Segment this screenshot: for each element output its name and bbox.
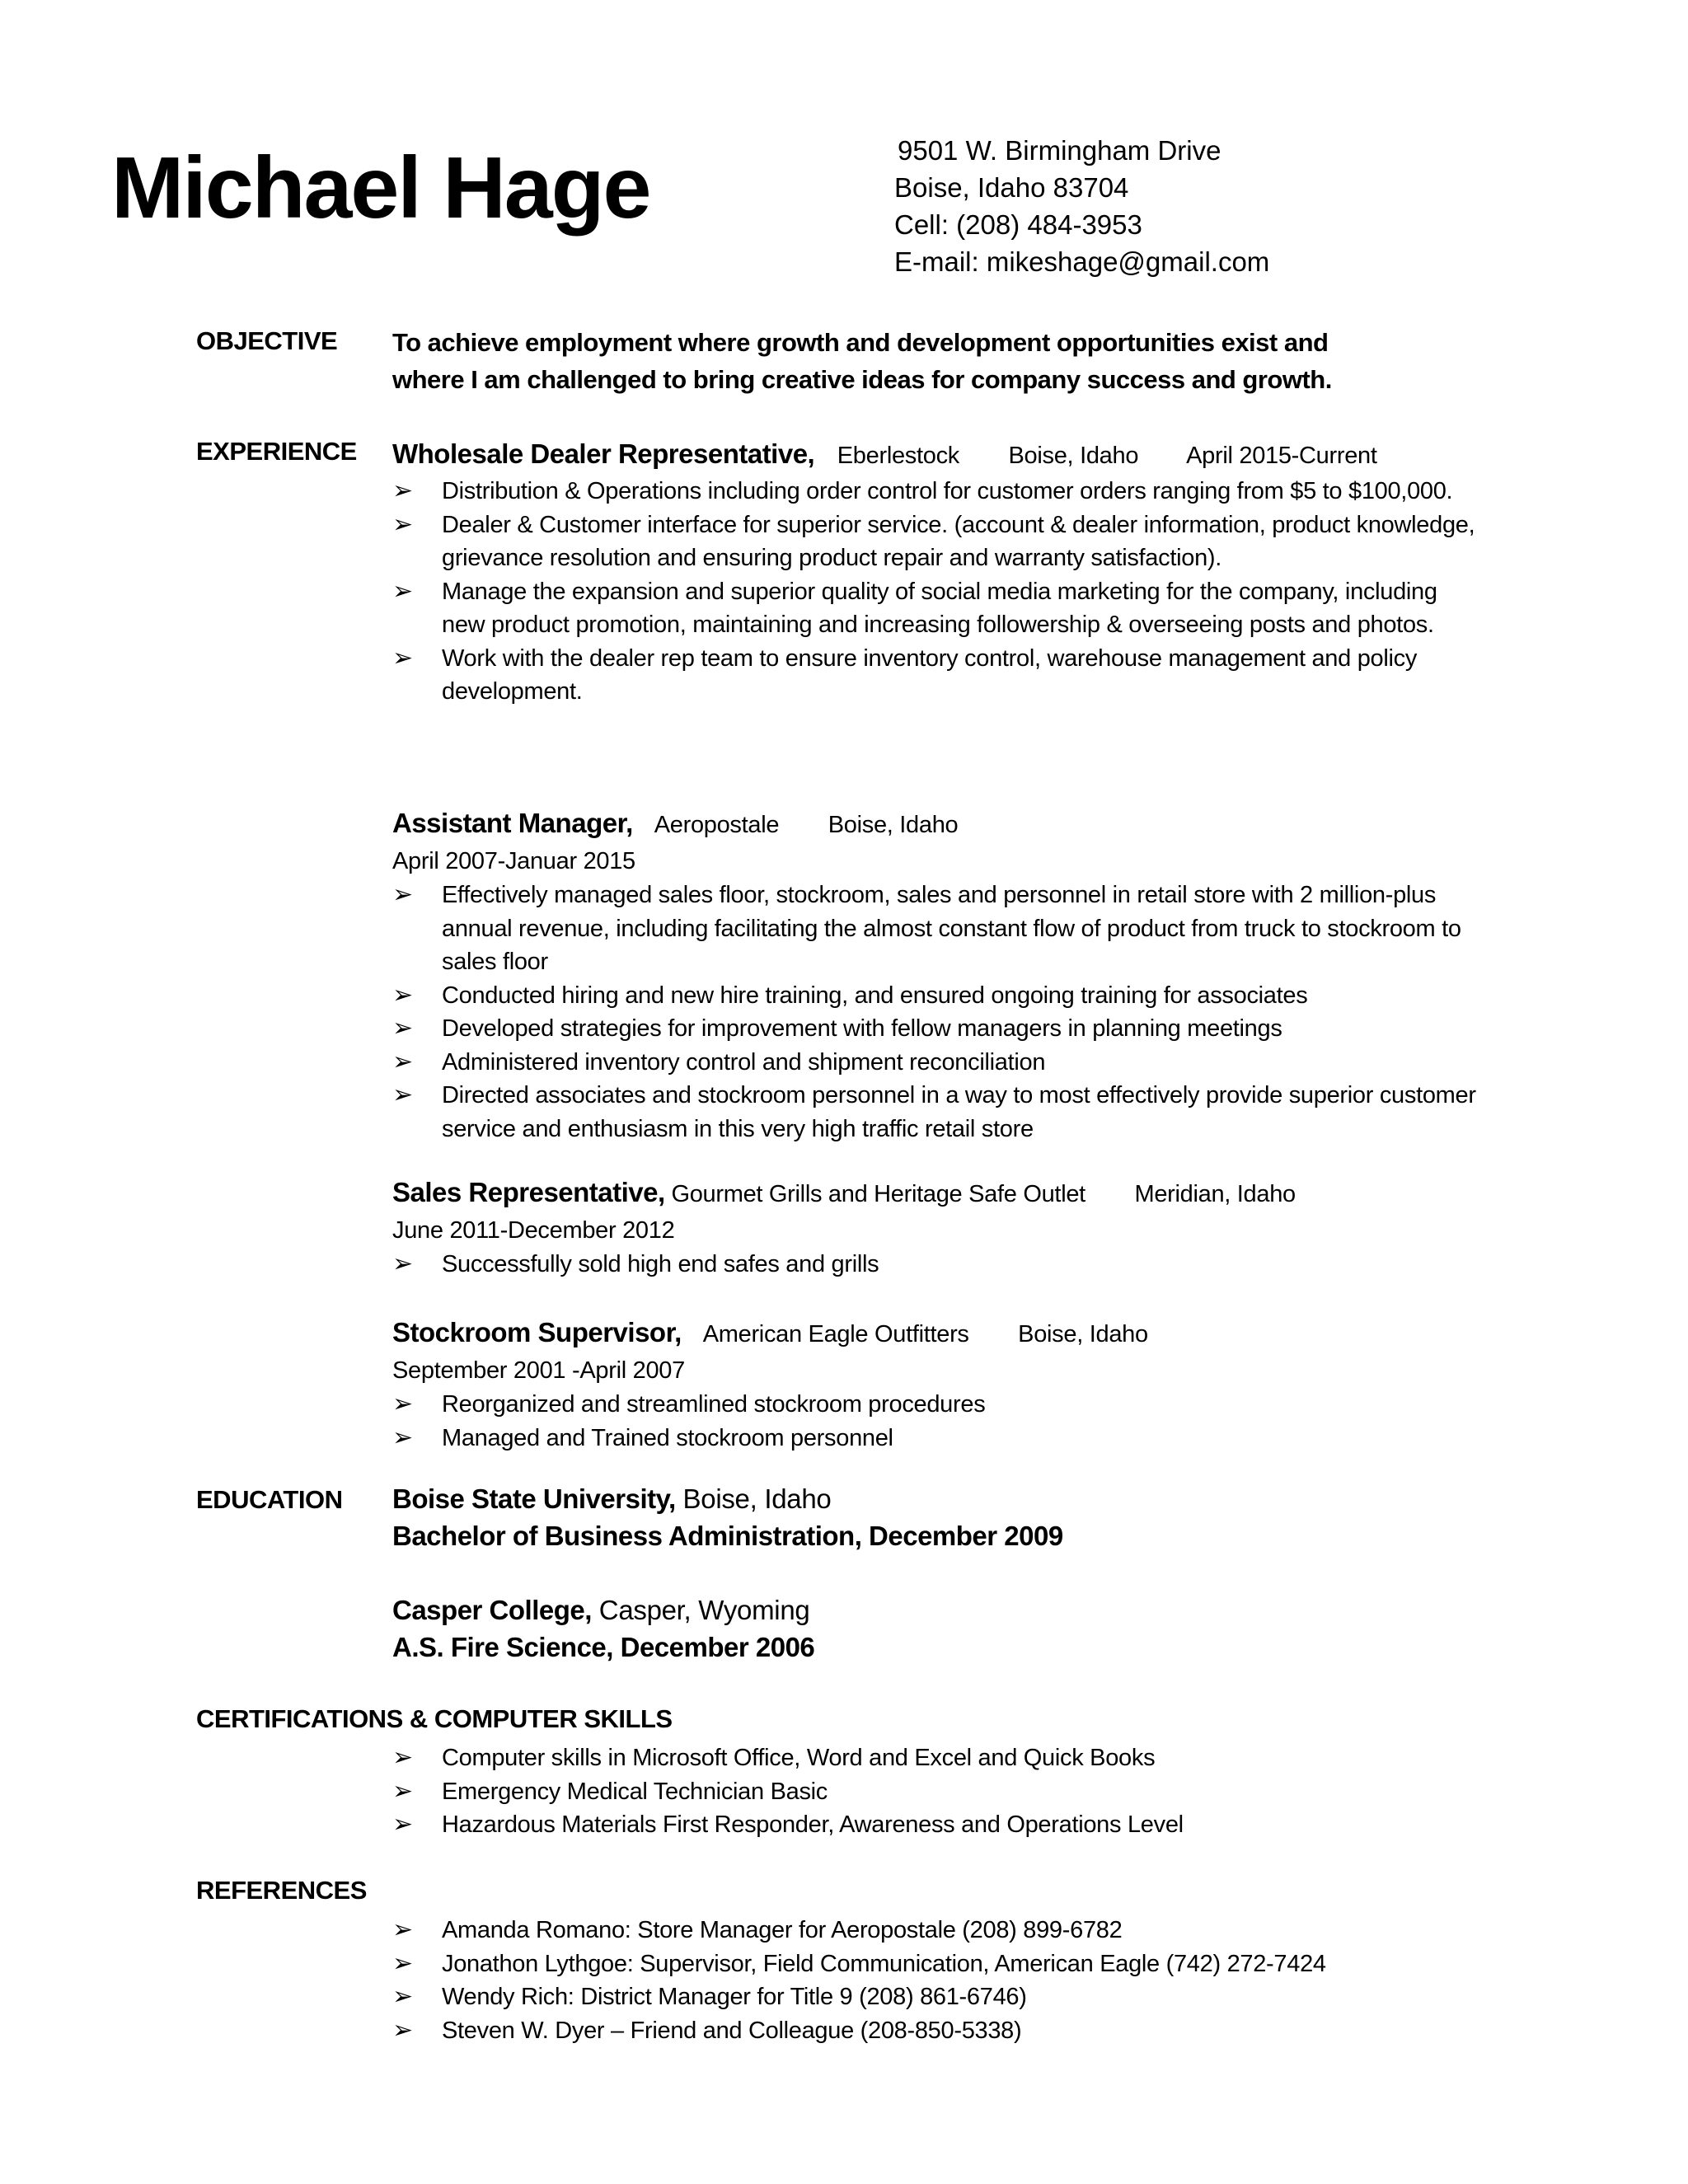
list-item: [392, 1947, 1480, 1981]
school-name: Boise State University,: [392, 1483, 676, 1514]
education-block: [392, 1480, 1063, 1666]
bullet-text: Work with the dealer rep team to ensure inventory control, warehouse management and policy development.: [442, 644, 1418, 705]
job-company: Gourmet Grills and Heritage Safe Outlet: [671, 1181, 1085, 1207]
objective-line-2: where I am challenged to bring creative ideas for company success and growth.: [392, 365, 1332, 394]
list-item: [392, 1248, 1480, 1282]
arrowhead-bullet-icon: ➢: [392, 1047, 413, 1076]
arrowhead-bullet-icon: ➢: [392, 1776, 413, 1806]
job-entry: [392, 804, 1480, 1146]
arrowhead-bullet-icon: ➢: [392, 476, 413, 505]
references-list: [392, 1914, 1480, 2047]
certifications-block: [392, 1741, 1480, 1842]
objective-line-1: To achieve employment where growth and development opportunities exist and: [392, 328, 1329, 357]
list-item: [392, 2014, 1480, 2048]
list-item: [392, 1388, 1480, 1422]
bullet-text: Emergency Medical Technician Basic: [442, 1778, 828, 1805]
job-location: Boise, Idaho: [1018, 1321, 1148, 1347]
job-dates: April 2007-Januar 2015: [392, 848, 635, 874]
reference-text: Jonathon Lythgoe: Supervisor, Field Communication, American Eagle (742) 272-7424: [442, 1950, 1326, 1977]
arrowhead-bullet-icon: ➢: [392, 1810, 413, 1839]
job-bullet-list: [392, 1388, 1480, 1455]
contact-block: [894, 132, 1269, 280]
school-location: Casper, Wyoming: [591, 1595, 810, 1625]
cell-phone: Cell: (208) 484-3953: [894, 209, 1142, 240]
objective-text: [392, 324, 1332, 398]
bullet-text: Effectively managed sales floor, stockroom, sales and personnel in retail store with 2 million-plus annual revenue, including facilitating the almost constant flow of product from truck to stockroom to sales floor: [442, 882, 1461, 975]
email-address: E-mail: mikeshage@gmail.com: [894, 246, 1270, 277]
arrowhead-bullet-icon: ➢: [392, 2015, 413, 2045]
job-company: Eberlestock: [837, 443, 959, 469]
list-item: [392, 1422, 1480, 1455]
bullet-text: Directed associates and stockroom personnel in a way to most effectively provide superior customer service and enthusiasm in this very high traffic retail store: [442, 1082, 1476, 1142]
job-bullet-list: [392, 879, 1480, 1146]
list-item: [392, 979, 1480, 1013]
arrowhead-bullet-icon: ➢: [392, 1014, 413, 1043]
job-header: [392, 1174, 1480, 1213]
bullet-text: Computer skills in Microsoft Office, Word and Excel and Quick Books: [442, 1745, 1156, 1771]
job-location: Boise, Idaho: [1008, 443, 1139, 469]
school-line: [392, 1591, 1063, 1629]
job-header: [392, 804, 1480, 844]
list-item: [392, 1775, 1480, 1809]
school-line: [392, 1480, 1063, 1517]
list-item: [392, 575, 1480, 642]
school-location: Boise, Idaho: [675, 1483, 832, 1514]
reference-text: Amanda Romano: Store Manager for Aeropostale (208) 899-6782: [442, 1917, 1123, 1943]
bullet-text: Developed strategies for improvement with fellow managers in planning meetings: [442, 1015, 1282, 1042]
job-bullet-list: [392, 475, 1480, 709]
bullet-text: Reorganized and streamlined stockroom procedures: [442, 1391, 986, 1418]
job-dates: April 2015-Current: [1186, 443, 1377, 469]
address-street: 9501 W. Birmingham Drive: [898, 135, 1221, 166]
job-header: [392, 435, 1480, 475]
reference-text: Wendy Rich: District Manager for Title 9 (208) 861-6746): [442, 1984, 1027, 2010]
job-title: Wholesale Dealer Representative,: [392, 438, 815, 469]
job-company: Aeropostale: [654, 812, 780, 838]
list-item: [392, 1808, 1480, 1842]
job-company: American Eagle Outfitters: [702, 1321, 969, 1347]
bullet-text: Manage the expansion and superior quality of social media marketing for the company, including new product promotion, maintaining and increasing followership & overseeing posts and photos.: [442, 578, 1437, 638]
bullet-text: Conducted hiring and new hire training, and ensured ongoing training for associates: [442, 982, 1308, 1009]
bullet-text: Successfully sold high end safes and grills: [442, 1251, 879, 1277]
section-label-experience: EXPERIENCE: [196, 437, 357, 466]
list-item: [392, 509, 1480, 575]
job-title: Sales Representative,: [392, 1177, 665, 1207]
arrowhead-bullet-icon: ➢: [392, 643, 413, 673]
job-entry: [392, 1314, 1480, 1455]
reference-text: Steven W. Dyer – Friend and Colleague (208-850-5338): [442, 2017, 1022, 2044]
arrowhead-bullet-icon: ➢: [392, 1249, 413, 1278]
arrowhead-bullet-icon: ➢: [392, 880, 413, 909]
job-entry: [392, 1174, 1480, 1282]
section-label-education: EDUCATION: [196, 1485, 343, 1514]
school-name: Casper College,: [392, 1595, 592, 1625]
section-label-certifications: CERTIFICATIONS & COMPUTER SKILLS: [196, 1704, 673, 1733]
job-location: Boise, Idaho: [828, 812, 959, 838]
job-entry: [392, 435, 1480, 709]
address-city: Boise, Idaho 83704: [894, 172, 1129, 203]
section-label-objective: OBJECTIVE: [196, 326, 338, 355]
degree: A.S. Fire Science, December 2006: [392, 1632, 815, 1662]
bullet-text: Managed and Trained stockroom personnel: [442, 1424, 893, 1451]
bullet-text: Dealer & Customer interface for superior service. (account & dealer information, product knowledge, grievance resolution and ensuring product repair and warranty satisfaction).: [442, 511, 1475, 571]
list-item: [392, 1012, 1480, 1046]
job-dates: June 2011-December 2012: [392, 1217, 675, 1244]
section-label-references: REFERENCES: [196, 1876, 367, 1905]
job-bullet-list: [392, 1248, 1480, 1282]
job-title: Stockroom Supervisor,: [392, 1317, 682, 1347]
list-item: [392, 1914, 1480, 1947]
job-location: Meridian, Idaho: [1134, 1181, 1296, 1207]
bullet-text: Administered inventory control and shipment reconciliation: [442, 1048, 1046, 1076]
list-item: [392, 1741, 1480, 1775]
list-item: [392, 1079, 1480, 1146]
arrowhead-bullet-icon: ➢: [392, 1915, 413, 1944]
arrowhead-bullet-icon: ➢: [392, 980, 413, 1010]
arrowhead-bullet-icon: ➢: [392, 1743, 413, 1772]
list-item: [392, 1046, 1480, 1080]
list-item: [392, 879, 1480, 979]
arrowhead-bullet-icon: ➢: [392, 1080, 413, 1109]
bullet-text: Hazardous Materials First Responder, Awareness and Operations Level: [442, 1811, 1184, 1838]
arrowhead-bullet-icon: ➢: [392, 509, 413, 539]
job-title: Assistant Manager,: [392, 808, 633, 838]
arrowhead-bullet-icon: ➢: [392, 1422, 413, 1452]
certifications-list: [392, 1741, 1480, 1842]
list-item: [392, 475, 1480, 509]
list-item: [392, 1980, 1480, 2014]
references-block: [392, 1914, 1480, 2047]
applicant-name: Michael Hage: [111, 139, 650, 237]
job-header: [392, 1314, 1480, 1353]
job-dates: September 2001 -April 2007: [392, 1357, 685, 1384]
arrowhead-bullet-icon: ➢: [392, 1390, 413, 1418]
arrowhead-bullet-icon: ➢: [392, 1948, 413, 1978]
arrowhead-bullet-icon: ➢: [392, 1982, 413, 2011]
degree: Bachelor of Business Administration, December 2009: [392, 1521, 1063, 1551]
arrowhead-bullet-icon: ➢: [392, 576, 413, 606]
bullet-text: Distribution & Operations including order control for customer orders ranging from $5 to $100,000.: [442, 478, 1453, 504]
list-item: [392, 642, 1480, 709]
